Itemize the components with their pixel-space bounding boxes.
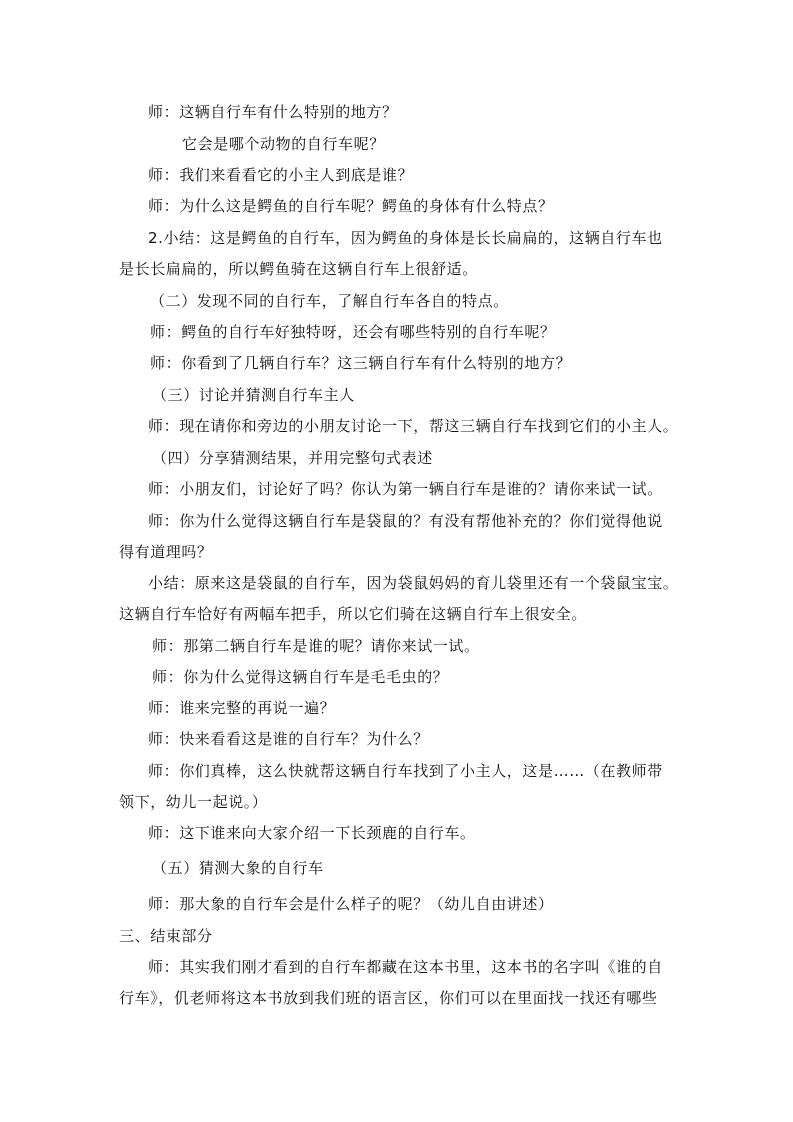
part-heading: 三、结束部分 — [119, 927, 213, 945]
text-line: 行车》，仉老师将这本书放到我们班的语言区，你们可以在里面找一找还有哪些 — [119, 989, 658, 1007]
text-line: 师：你为什么觉得这辆自行车是毛毛虫的？ — [152, 668, 449, 686]
text-line: 师：那大象的自行车会是什么样子的呢？（幼儿自由讲述） — [148, 895, 554, 913]
text-line: 师：鳄鱼的自行车好独特呀，还会有哪些特别的自行车呢？ — [150, 323, 556, 341]
text-line: 师：这辆自行车有什么特别的地方？ — [148, 103, 398, 121]
text-line: 师：你看到了几辆自行车？这三辆自行车有什么特别的地方？ — [150, 354, 572, 372]
text-line: 师：你们真棒，这么快就帮这辆自行车找到了小主人，这是……（在教师带 — [148, 762, 663, 780]
text-line: 师：我们来看看它的小主人到底是谁？ — [148, 166, 414, 184]
text-line: 师：这下谁来向大家介绍一下长颈鹿的自行车。 — [148, 824, 476, 842]
section-heading: （五）猜测大象的自行车 — [152, 859, 324, 877]
text-line: 是长长扁扁的，所以鳄鱼骑在这辆自行车上很舒适。 — [119, 260, 478, 278]
text-line: 这辆自行车恰好有两幅车把手，所以它们骑在这辆自行车上很安全。 — [119, 605, 588, 623]
text-line: 领下，幼儿一起说。） — [119, 793, 268, 811]
text-line: 师：其实我们刚才看到的自行车都藏在这本书里，这本书的名字叫《谁的自 — [148, 958, 663, 976]
text-line: 小结：原来这是袋鼠的自行车，因为袋鼠妈妈的育儿袋里还有一个袋鼠宝宝。 — [148, 574, 679, 592]
text-line: 师：为什么这是鳄鱼的自行车呢？鳄鱼的身体有什么特点？ — [148, 197, 554, 215]
text-line: 师：现在请你和旁边的小朋友讨论一下，帮这三辆自行车找到它们的小主人。 — [148, 417, 679, 435]
text-line: 师：那第二辆自行车是谁的呢？请你来试一试。 — [152, 637, 480, 655]
text-line: 师：谁来完整的再说一遍？ — [148, 699, 336, 717]
text-line: 师：快来看看这是谁的自行车？为什么？ — [148, 730, 429, 748]
text-line: 师：你为什么觉得这辆自行车是袋鼠的？有没有帮他补充的？你们觉得他说 — [148, 512, 663, 530]
text-line: 它会是哪个动物的自行车呢？ — [182, 135, 385, 153]
section-heading: （二）发现不同的自行车，了解自行车各自的特点。 — [150, 292, 509, 310]
text-line: 2.小结：这是鳄鱼的自行车，因为鳄鱼的身体是长长扁扁的，这辆自行车也 — [148, 229, 663, 247]
text-line: 师：小朋友们，讨论好了吗？你认为第一辆自行车是谁的？请你来试一试。 — [148, 480, 663, 498]
section-heading: （四）分享猜测结果，并用完整句式表述 — [152, 449, 433, 467]
section-heading: （三）讨论并猜测自行车主人 — [152, 386, 355, 404]
text-line: 得有道理吗？ — [119, 543, 213, 561]
